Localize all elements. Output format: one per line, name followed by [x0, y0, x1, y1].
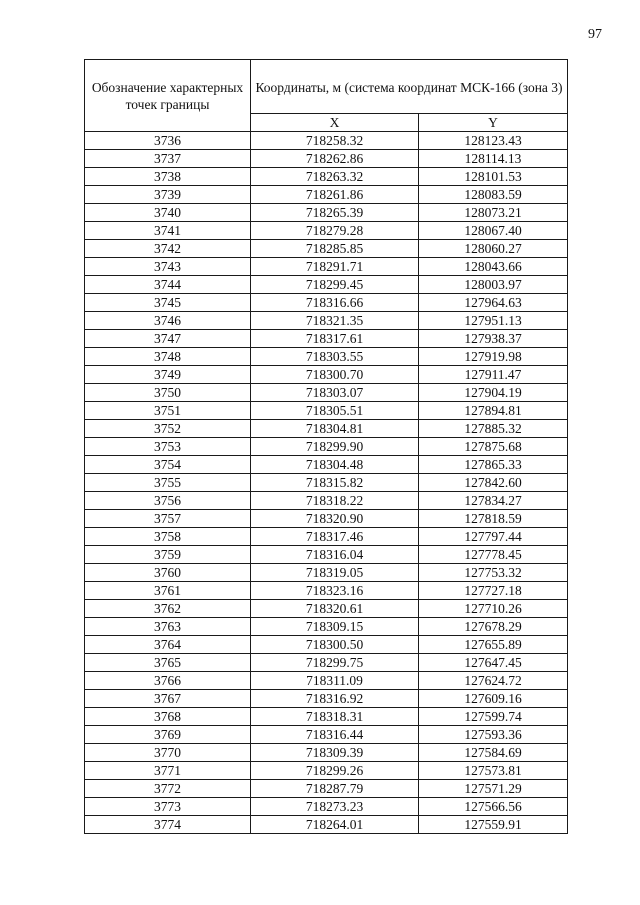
point-id-cell: 3757: [85, 510, 251, 528]
y-coordinate-cell: 127678.29: [419, 618, 568, 636]
x-coordinate-cell: 718273.23: [251, 798, 419, 816]
point-id-cell: 3761: [85, 582, 251, 600]
point-id-cell: 3739: [85, 186, 251, 204]
y-coordinate-cell: 128043.66: [419, 258, 568, 276]
y-coordinate-cell: 127599.74: [419, 708, 568, 726]
y-coordinate-cell: 128067.40: [419, 222, 568, 240]
table-row: [85, 708, 568, 726]
y-coordinate-cell: 127875.68: [419, 438, 568, 456]
y-coordinate-cell: 128073.21: [419, 204, 568, 222]
x-coordinate-cell: 718317.61: [251, 330, 419, 348]
y-coordinate-cell: 127584.69: [419, 744, 568, 762]
point-id-cell: 3748: [85, 348, 251, 366]
table-row: [85, 816, 568, 834]
x-coordinate-cell: 718279.28: [251, 222, 419, 240]
x-coordinate-cell: 718299.45: [251, 276, 419, 294]
y-coordinate-cell: 128060.27: [419, 240, 568, 258]
point-id-cell: 3742: [85, 240, 251, 258]
point-id-cell: 3759: [85, 546, 251, 564]
y-coordinate-cell: 127894.81: [419, 402, 568, 420]
y-coordinate-cell: 127778.45: [419, 546, 568, 564]
y-coordinate-cell: 127573.81: [419, 762, 568, 780]
table-row: [85, 600, 568, 618]
y-coordinate-cell: 128114.13: [419, 150, 568, 168]
table-row: [85, 618, 568, 636]
y-coordinate-cell: 127593.36: [419, 726, 568, 744]
point-id-cell: 3750: [85, 384, 251, 402]
point-id-cell: 3753: [85, 438, 251, 456]
y-coordinate-cell: 127727.18: [419, 582, 568, 600]
point-id-cell: 3744: [85, 276, 251, 294]
point-id-cell: 3762: [85, 600, 251, 618]
table-row: [85, 636, 568, 654]
point-id-cell: 3771: [85, 762, 251, 780]
point-id-cell: 3765: [85, 654, 251, 672]
table-header: [85, 60, 568, 132]
x-coordinate-cell: 718311.09: [251, 672, 419, 690]
x-coordinate-cell: 718303.07: [251, 384, 419, 402]
x-coordinate-cell: 718316.04: [251, 546, 419, 564]
x-coordinate-cell: 718300.70: [251, 366, 419, 384]
point-id-cell: 3751: [85, 402, 251, 420]
x-coordinate-cell: 718304.48: [251, 456, 419, 474]
y-coordinate-cell: 128003.97: [419, 276, 568, 294]
table-row: [85, 168, 568, 186]
point-id-cell: 3743: [85, 258, 251, 276]
x-coordinate-cell: 718291.71: [251, 258, 419, 276]
y-coordinate-cell: 128123.43: [419, 132, 568, 150]
table-row: [85, 798, 568, 816]
x-coordinate-cell: 718304.81: [251, 420, 419, 438]
x-coordinate-cell: 718319.05: [251, 564, 419, 582]
x-coordinate-cell: 718320.61: [251, 600, 419, 618]
point-id-cell: 3736: [85, 132, 251, 150]
point-id-cell: 3745: [85, 294, 251, 312]
x-coordinate-cell: 718264.01: [251, 816, 419, 834]
x-coordinate-cell: 718285.85: [251, 240, 419, 258]
x-coordinate-cell: 718309.15: [251, 618, 419, 636]
table-row: [85, 276, 568, 294]
y-coordinate-cell: 127571.29: [419, 780, 568, 798]
table-row: [85, 690, 568, 708]
x-coordinate-cell: 718299.75: [251, 654, 419, 672]
point-id-cell: 3766: [85, 672, 251, 690]
x-coordinate-cell: 718316.92: [251, 690, 419, 708]
x-coordinate-cell: 718299.90: [251, 438, 419, 456]
y-coordinate-cell: 127885.32: [419, 420, 568, 438]
point-id-cell: 3754: [85, 456, 251, 474]
table-row: [85, 294, 568, 312]
coordinates-table: [84, 59, 568, 834]
table-row: [85, 240, 568, 258]
table-row: [85, 744, 568, 762]
point-id-cell: 3764: [85, 636, 251, 654]
y-coordinate-cell: 127865.33: [419, 456, 568, 474]
x-coordinate-cell: 718316.44: [251, 726, 419, 744]
x-coordinate-cell: 718305.51: [251, 402, 419, 420]
table-row: [85, 672, 568, 690]
x-coordinate-cell: 718309.39: [251, 744, 419, 762]
coordinates-header: Координаты, м (система координат МСК-166 (зона 3): [251, 60, 568, 114]
y-coordinate-cell: 127566.56: [419, 798, 568, 816]
point-id-cell: 3741: [85, 222, 251, 240]
table-body: [85, 132, 568, 834]
table-row: [85, 132, 568, 150]
y-header: Y: [419, 114, 568, 132]
y-coordinate-cell: 127624.72: [419, 672, 568, 690]
y-coordinate-cell: 127904.19: [419, 384, 568, 402]
point-id-cell: 3746: [85, 312, 251, 330]
point-id-cell: 3769: [85, 726, 251, 744]
y-coordinate-cell: 127797.44: [419, 528, 568, 546]
table-row: [85, 330, 568, 348]
y-coordinate-cell: 127919.98: [419, 348, 568, 366]
table-row: [85, 780, 568, 798]
y-coordinate-cell: 127938.37: [419, 330, 568, 348]
y-coordinate-cell: 128101.53: [419, 168, 568, 186]
point-id-cell: 3763: [85, 618, 251, 636]
y-coordinate-cell: 128083.59: [419, 186, 568, 204]
table-row: [85, 510, 568, 528]
point-id-cell: 3770: [85, 744, 251, 762]
y-coordinate-cell: 127842.60: [419, 474, 568, 492]
x-coordinate-cell: 718262.86: [251, 150, 419, 168]
table-row: [85, 528, 568, 546]
x-coordinate-cell: 718261.86: [251, 186, 419, 204]
x-coordinate-cell: 718318.22: [251, 492, 419, 510]
point-label-header: Обозначение характерных точек границы: [85, 60, 251, 132]
x-coordinate-cell: 718263.32: [251, 168, 419, 186]
x-coordinate-cell: 718323.16: [251, 582, 419, 600]
x-coordinate-cell: 718317.46: [251, 528, 419, 546]
table-row: [85, 150, 568, 168]
x-coordinate-cell: 718258.32: [251, 132, 419, 150]
y-coordinate-cell: 127753.32: [419, 564, 568, 582]
table-row: [85, 546, 568, 564]
table-row: [85, 420, 568, 438]
point-id-cell: 3768: [85, 708, 251, 726]
table-row: [85, 474, 568, 492]
y-coordinate-cell: 127964.63: [419, 294, 568, 312]
x-coordinate-cell: 718299.26: [251, 762, 419, 780]
table-row: [85, 762, 568, 780]
point-id-cell: 3752: [85, 420, 251, 438]
table-row: [85, 564, 568, 582]
table-row: [85, 204, 568, 222]
table-row: [85, 654, 568, 672]
table-row: [85, 222, 568, 240]
point-id-cell: 3767: [85, 690, 251, 708]
point-id-cell: 3738: [85, 168, 251, 186]
table-row: [85, 582, 568, 600]
table-row: [85, 456, 568, 474]
y-coordinate-cell: 127655.89: [419, 636, 568, 654]
table-row: [85, 348, 568, 366]
point-id-cell: 3747: [85, 330, 251, 348]
point-id-cell: 3737: [85, 150, 251, 168]
point-id-cell: 3756: [85, 492, 251, 510]
point-id-cell: 3772: [85, 780, 251, 798]
x-header: X: [251, 114, 419, 132]
point-id-cell: 3758: [85, 528, 251, 546]
x-coordinate-cell: 718303.55: [251, 348, 419, 366]
y-coordinate-cell: 127818.59: [419, 510, 568, 528]
table-row: [85, 402, 568, 420]
y-coordinate-cell: 127911.47: [419, 366, 568, 384]
x-coordinate-cell: 718316.66: [251, 294, 419, 312]
table-row: [85, 492, 568, 510]
table-row: [85, 726, 568, 744]
y-coordinate-cell: 127559.91: [419, 816, 568, 834]
table-row: [85, 258, 568, 276]
table-row: [85, 186, 568, 204]
y-coordinate-cell: 127609.16: [419, 690, 568, 708]
point-id-cell: 3749: [85, 366, 251, 384]
y-coordinate-cell: 127834.27: [419, 492, 568, 510]
table-row: [85, 312, 568, 330]
x-coordinate-cell: 718318.31: [251, 708, 419, 726]
table-row: [85, 366, 568, 384]
x-coordinate-cell: 718287.79: [251, 780, 419, 798]
x-coordinate-cell: 718320.90: [251, 510, 419, 528]
point-id-cell: 3773: [85, 798, 251, 816]
x-coordinate-cell: 718300.50: [251, 636, 419, 654]
x-coordinate-cell: 718265.39: [251, 204, 419, 222]
table-row: [85, 384, 568, 402]
point-id-cell: 3740: [85, 204, 251, 222]
point-id-cell: 3760: [85, 564, 251, 582]
y-coordinate-cell: 127951.13: [419, 312, 568, 330]
table-row: [85, 438, 568, 456]
x-coordinate-cell: 718315.82: [251, 474, 419, 492]
y-coordinate-cell: 127647.45: [419, 654, 568, 672]
x-coordinate-cell: 718321.35: [251, 312, 419, 330]
point-id-cell: 3774: [85, 816, 251, 834]
point-id-cell: 3755: [85, 474, 251, 492]
y-coordinate-cell: 127710.26: [419, 600, 568, 618]
page-number: 97: [588, 27, 602, 42]
